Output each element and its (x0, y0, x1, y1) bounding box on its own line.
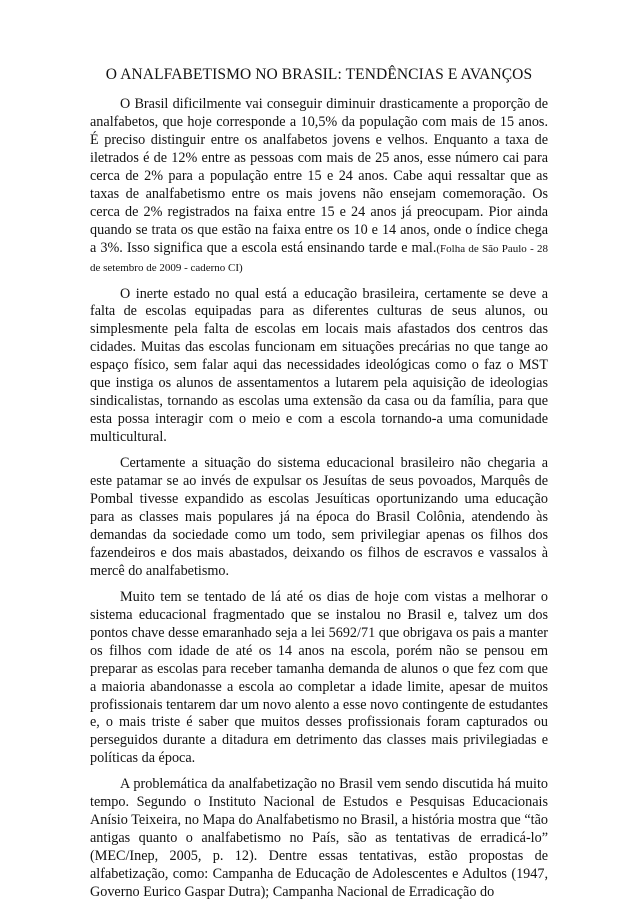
document-body (90, 96, 548, 910)
paragraph-2: O inerte estado no qual está a educação brasileira, certamente se deve a falta de escolas equipadas para as diferentes culturas de seus alunos, ou simplesmente pela falta de escolas em locais mais afastados dos centros das cidades. Muitas das escolas funcionam em situações precárias no que tange ao espaço físico, sem falar aqui das necessidades ideológicas como o faz o MST que instiga os alunos de assentamentos a lutarem pela aquisição de ideologias sindicalistas, tornando as escolas uma extensão da casa ou da família, para que esta possa interagir com o meio e com a escola tornando-a uma comunidade multicultural. (90, 285, 548, 446)
paragraph-3: Certamente a situação do sistema educacional brasileiro não chegaria a este patamar se ao invés de expulsar os Jesuítas de seus povoados, Marquês de Pombal tivesse expandido as escolas Jesuíticas oportunizando uma educação para as classes mais populares já na época do Brasil Colônia, atendendo às demandas da sociedade como um todo, sem privilegiar apenas os filhos dos fazendeiros e dos mais abastados, deixando os filhos de escravos e vassalos à mercê do analfabetismo. (90, 455, 548, 579)
paragraph-1 (90, 96, 548, 278)
document-title: O ANALFABETISMO NO BRASIL: TENDÊNCIAS E AVANÇOS (105, 66, 533, 83)
paragraph-5: A problemática da analfabetização no Brasil vem sendo discutida há muito tempo. Segundo o Instituto Nacional de Estudos e Pesquisas Educacionais Anísio Teixeira, no Mapa do Analfabetismo no Brasil, a história mostra que “tão antigas quanto o analfabetismo no País, são as tentativas de erradicá-lo” (MEC/Inep, 2005, p. 12). Dentre essas tentativas, estão propostas de alfabetização, como: Campanha de Educação de Adolescentes e Adultos (1947, Governo Eurico Gaspar Dutra); Campanha Nacional de Erradicação do (90, 776, 548, 901)
paragraph-1-text: O Brasil dificilmente vai conseguir diminuir drasticamente a proporção de analfabetos, que hoje corresponde a 10,5% da população com mais de 15 anos. É preciso distinguir entre os analfabetos jovens e velhos. Enquanto a taxa de iletrados é de 12% entre as pessoas com mais de 25 anos, esse número cai para cerca de 2% para a população entre 15 e 24 anos. Cabe aqui ressaltar que as taxas de analfabetismo entre os mais jovens não ensejam comemoração. Os cerca de 2% registrados na faixa entre 15 e 24 anos já preocupam. Pior ainda quando se trata os que estão na faixa entre os 10 e 14 anos, onde o índice chega a 3%. Isso significa que a escola está ensinando tarde e mal. (90, 96, 548, 256)
paragraph-4: Muito tem se tentado de lá até os dias de hoje com vistas a melhorar o sistema educacional fragmentado que se instalou no Brasil e, talvez um dos pontos chave desse emaranhado seja a lei 5692/71 que obrigava os pais a manter os filhos com idade de até os 14 anos na escola, porém não se pensou em preparar as escolas para receber tamanha demanda de alunos o que fez com que a maioria abandonasse a escola ao completar a idade limite, apesar de muitos profissionais tentarem dar um novo alento a esse novo contingente de estudantes e, o mais triste é saber que muitos desses profissionais foram capturados ou perseguidos durante a ditadura em detrimento das classes mais privilegiadas e políticas da época. (90, 588, 548, 767)
citation: (Folha de São Paulo - 28 de setembro de 2009 - caderno CI) (90, 242, 548, 274)
